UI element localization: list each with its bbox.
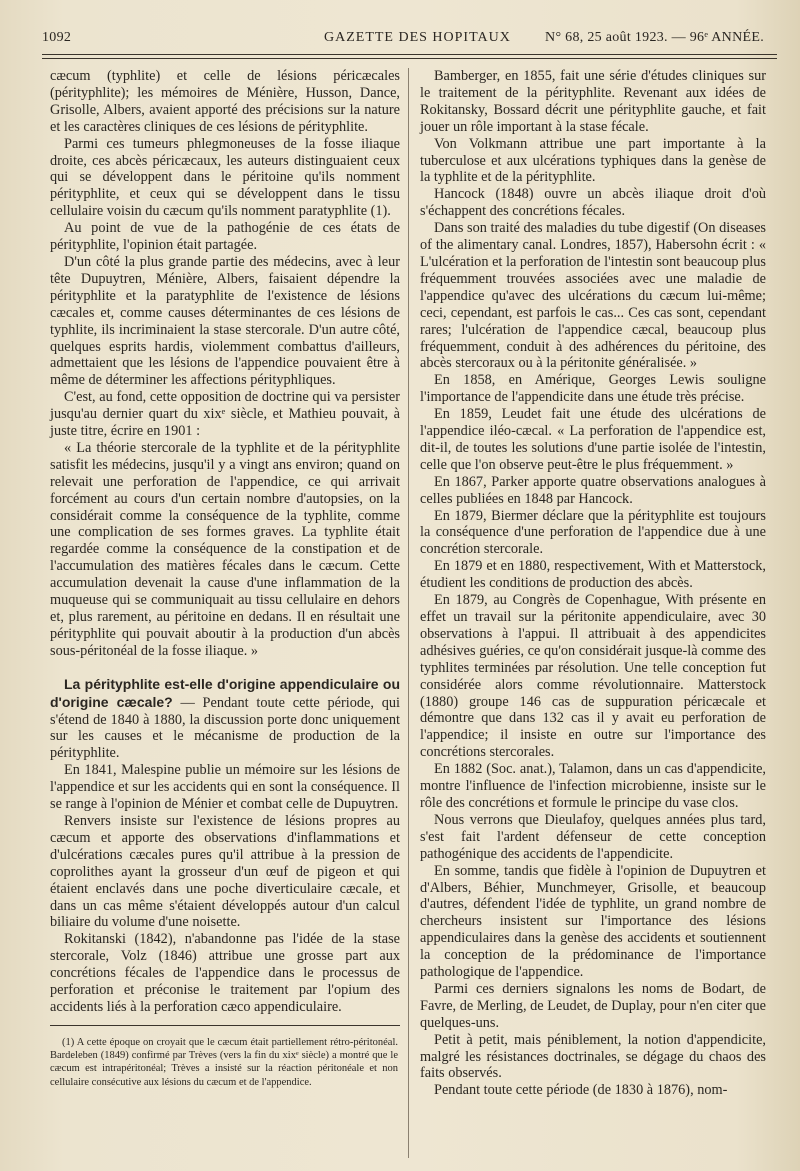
quotation: « La théorie stercorale de la typhlite et de la pérityphlite satisfit les médecins, jusqu'il y a vingt ans environ; quand on relevait une perforation de l'appendice, ce qui arrivait forcément au cours d'un certain nombre d'autopsies, on la considérait comme la conséquence de la typhlite, comme une complication de ses formes graves. La typhlite était regardée comme la conséquence de la constipation et de l'accumulation des matières fécales dans le cæcum. Cette accumulation devenait la cause d'une inflammation de la muqueuse qui se communiquait au tissu cellulaire en dehors et, plus rarement, au péritoine en dedans. Il en résultait une pérityphlite qui pouvait aboutir à la production d'un abcès sous-péritonéal de la fosse iliaque. » [50, 439, 400, 659]
paragraph: Au point de vue de la pathogénie de ces états de pérityphlite, l'opinion était partagée. [50, 220, 400, 254]
paragraph: Petit à petit, mais péniblement, la notion d'appendicite, malgré les résistances doctrinales, se dégage du chaos des faits observés. [420, 1031, 766, 1082]
section-heading: La pérityphlite est-elle d'origine appendiculaire ou d'origine cæcale? [50, 675, 400, 710]
paragraph: En 1841, Malespine publie un mémoire sur les lésions de l'appendice et sur les accidents qui en sont la conséquence. Il se range à l'opinion de Ménier et combat celle de Dupuytren. [50, 762, 400, 813]
paragraph: Parmi ces derniers signalons les noms de Bodart, de Favre, de Merling, de Leudet, de Duplay, pour n'en citer que quelques-uns. [420, 980, 766, 1031]
header-rule-top [42, 54, 777, 55]
paragraph: Renvers insiste sur l'existence de lésions propres au cæcum et apporte des observations d'inflammations et d'ulcérations cæcales pures qu'il attribue à la pression de coprolithes ayant la grosseur d'un œuf de pigeon et qui étaient enclavés dans une poche diverticulaire cæcale, et dans un cas même s'étaient développés autour d'un calcul biliaire du volume d'une noisette. [50, 812, 400, 931]
paragraph: D'un côté la plus grande partie des médecins, avec à leur tête Dupuytren, Ménière, Albers, faisaient dépendre la pérityphlite et la paratyphlite de l'existence de lésions cæcales et, comme causes déterminantes de ces lésions de typhlite, ils incriminaient la stase stercorale. D'un autre côté, quelques esprits hardis, violemment combattus d'ailleurs, admettaient que les lésions de l'appendice pouvaient être à même de déterminer les affections pérityphliques. [50, 253, 400, 389]
paragraph: En 1879 et en 1880, respectivement, With et Matterstock, étudient les conditions de production des abcès. [420, 558, 766, 592]
paragraph: En 1859, Leudet fait une étude des ulcérations de l'appendice iléo-cæcal. « La perforation de l'appendice est, dit-il, de toutes les solutions d'une partie isolée de l'intestin, celle que l'on observe peut-être le plus fréquemment. » [420, 406, 766, 473]
paragraph: Hancock (1848) ouvre un abcès iliaque droit d'où s'échappent des concrétions fécales. [420, 186, 766, 220]
header-rule-bottom [42, 58, 777, 59]
paragraph: Dans son traité des maladies du tube digestif (On diseases of the alimentary canal. Londres, 1857), Habersohn écrit : « L'ulcération et la perforation de l'intestin sont beaucoup plus fréquemment trouvées associées avec une maladie de l'appendice qu'avec des ulcérations du cæcum lui-même; ceci, cependant, est parfois le cas... Ces cas sont, cependant rares; l'ulcération de l'appendice cæcal, beaucoup plus fréquemment, conduit à des adhérences du péritoine, des abcès stercoraux ou à la péritonite généralisée. » [420, 220, 766, 372]
paragraph: En 1858, en Amérique, Georges Lewis souligne l'importance de l'appendicite dans une étude très précise. [420, 372, 766, 406]
paragraph: En 1867, Parker apporte quatre observations analogues à celles publiées en 1848 par Hancock. [420, 473, 766, 507]
paragraph: En 1879, au Congrès de Copenhague, With présente en effet un travail sur la péritonite appendiculaire, avec 30 observations à l'appui. Il attribuait à des appendicites adhésives guéries, ce qu'on considérait jusque-là comme des typhlites terminées par résolution. Une telle conception fut considérée alors comme révolutionnaire. Matterstock (1880) groupe 146 cas de suppuration péricæcale et démontre que dans 132 cas il y avait eu perforation de l'appendice; il insiste en outre sur l'importance des concrétions stercorales. [420, 592, 766, 761]
journal-title: GAZETTE DES HOPITAUX [324, 30, 511, 45]
section-paragraph [50, 676, 400, 763]
footnote-rule [50, 1025, 400, 1026]
paragraph: cæcum (typhlite) et celle de lésions péricæcales (pérityphlite); les mémoires de Ménière, Husson, Dance, Grisolle, Albers, avaient apporté des précisions sur la nature et les caractères cliniques de ces lésions de pérityphlite. [50, 68, 400, 135]
paragraph: Nous verrons que Dieulafoy, quelques années plus tard, s'est fait l'ardent défenseur de cette conception pathogénique des accidents de l'appendicite. [420, 811, 766, 862]
paragraph: Rokitanski (1842), n'abandonne pas l'idée de la stase stercorale, Volz (1846) attribue une grosse part aux concrétions fécales de l'appendice dans le processus de perforation et préconise le traitement par l'opium des accidents liés à la perforation cæco appendiculaire. [50, 931, 400, 1015]
right-column [420, 68, 766, 1099]
footnote-text: (1) A cette époque on croyait que le cæcum était partiellement rétro-péritonéal. Bardeleben (1849) confirmé par Trèves (vers la fin du xixᵉ siècle) a montré que le cæcum est intrapéritonéal; Trèves a insisté sur la réaction péritonéale et non cellulaire consécutive aux lésions du cæcum et de l'appendice. [50, 1037, 398, 1088]
paragraph: En 1882 (Soc. anat.), Talamon, dans un cas d'appendicite, montre l'influence de l'infection microbienne, insiste sur le rôle des concrétions et formule le principe du vase clos. [420, 761, 766, 811]
paragraph: En 1879, Biermer déclare que la pérityphlite est toujours la conséquence d'une perforation de l'appendice due à une concrétion stercorale. [420, 507, 766, 558]
paragraph: Pendant toute cette période (de 1830 à 1876), nom- [434, 1082, 728, 1099]
column-separator [408, 68, 409, 1158]
paragraph: Bamberger, en 1855, fait une série d'études cliniques sur le traitement de la pérityphlite. Revenant aux idées de Rokitansky, Bossard décrit une pérityphlite gauche, et fait jouer un rôle important à la stase fécale. [420, 68, 766, 135]
page-number: 1092 [42, 30, 72, 45]
issue-info: N° 68, 25 août 1923. — 96ᵉ ANNÉE. [545, 30, 764, 45]
paragraph: En somme, tandis que fidèle à l'opinion de Dupuytren et d'Albers, Béhier, Munchmeyer, Grisolle, et beaucoup d'autres, défendent l'idée de typhlite, un grand nombre de chercheurs insistent sur l'importance des lésions appendiculaires dans la genèse des accidents et soutiennent la conception de la prédominance de l'importance pathologique de l'appendice. [420, 862, 766, 981]
left-column [50, 68, 400, 1016]
paragraph: C'est, au fond, cette opposition de doctrine qui va persister jusqu'au dernier quart du xixᵉ siècle, et Mathieu pouvait, à juste titre, écrire en 1901 : [50, 389, 400, 440]
paragraph: Von Volkmann attribue une part importante à la tuberculose et aux ulcérations typhiques dans la genèse de la typhlite et de la pérityphlite. [420, 135, 766, 186]
footnote [50, 1036, 398, 1089]
running-header [42, 30, 764, 52]
section-text: — Pendant toute cette période, qui s'étend de 1840 à 1880, la discussion porte donc uniquement sur les causes et le mécanisme de production de la pérityphlite. [50, 694, 400, 762]
paragraph: Parmi ces tumeurs phlegmoneuses de la fosse iliaque droite, ces abcès péricæcaux, les auteurs distinguaient ceux qui se développent dans le péritoine qu'ils nomment pérityphlite, et ceux qui se développent dans le tissu cellulaire voisin du cæcum qu'ils nomment paratyphlite (1). [50, 135, 400, 220]
